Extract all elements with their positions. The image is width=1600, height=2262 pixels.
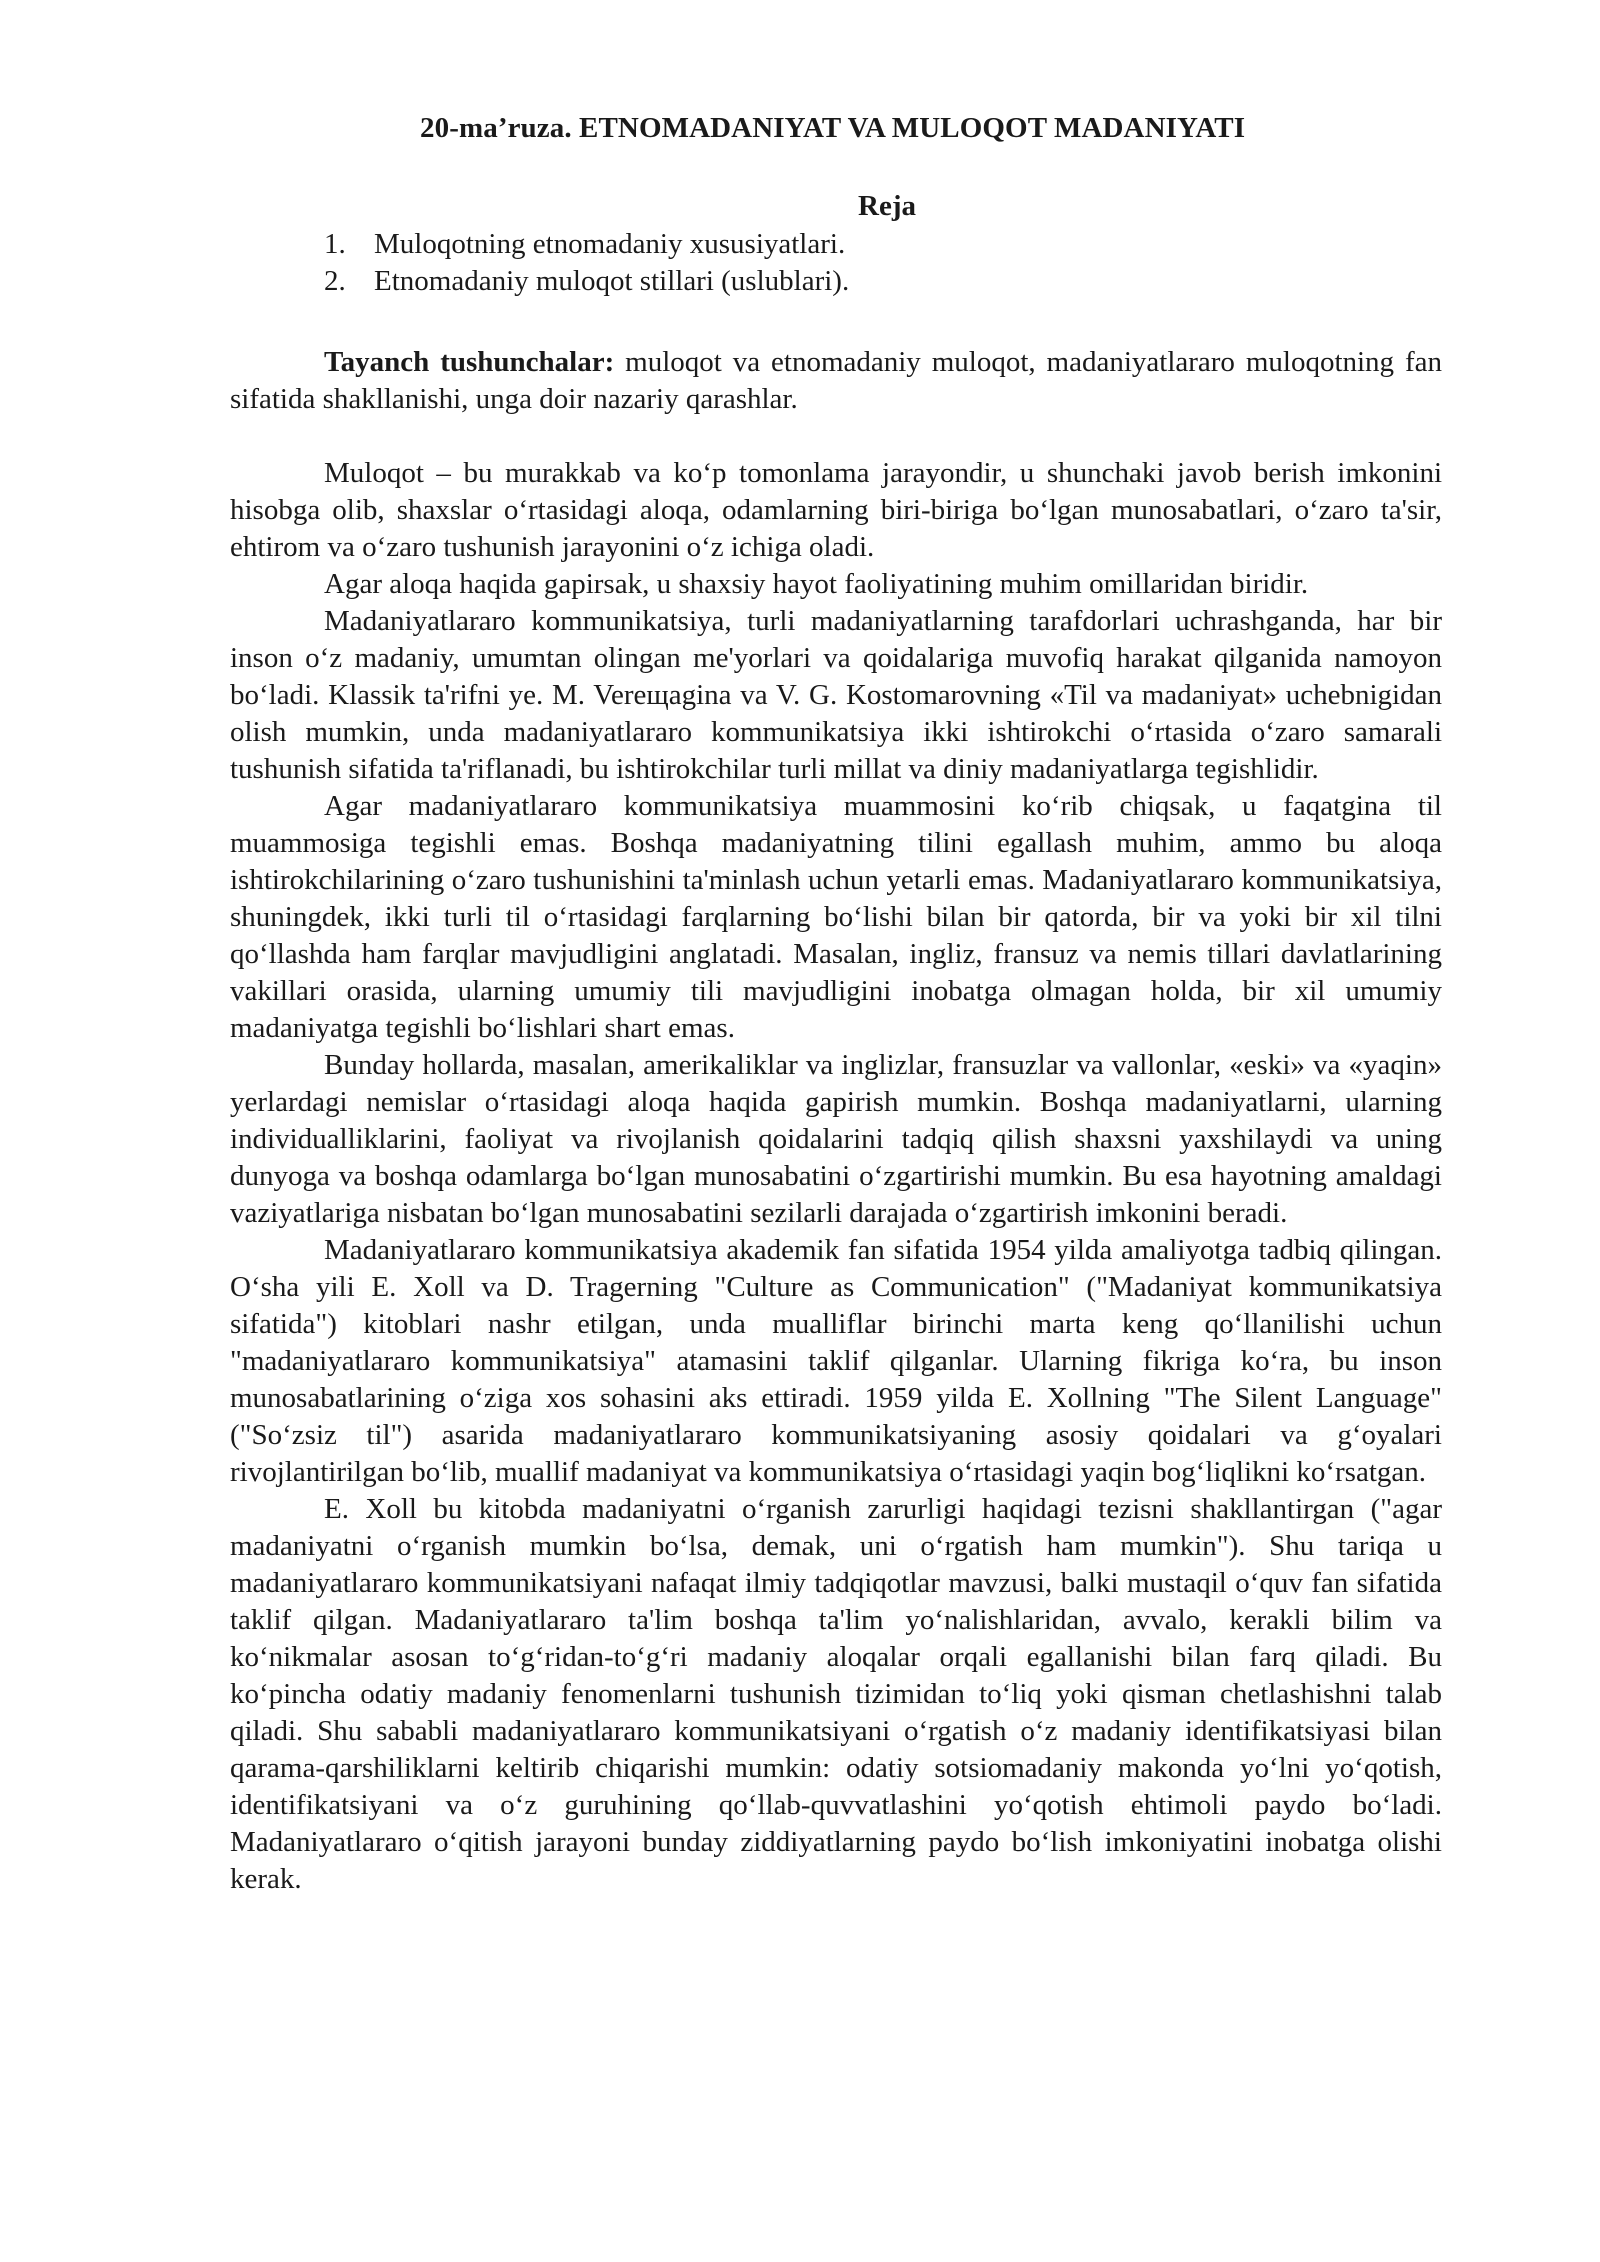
plan-heading: Reja [858,190,916,222]
key-concepts-label: Tayanch tushunchalar: [324,346,615,378]
body-paragraph: E. Xoll bu kitobda madaniyatni oʻrganish zarurligi haqidagi tezisni shakllantirgan ("agar madaniyatni oʻrganish mumkin boʻlsa, demak, uni oʻrgatish ham mumkin"). Shu tariqa u madaniyatlararo kommunikatsiyani nafaqat ilmiy tadqiqotlar mavzusi, balki mustaqil oʻquv fan sifatida taklif qilgan. Madaniyatlararo ta'lim boshqa ta'lim yoʻnalishlaridan, avvalo, kerakli bilim va koʻnikmalar asosan toʻgʻridan-toʻgʻri madaniy aloqalar orqali egallanishi bilan farq qiladi. Bu koʻpincha odatiy madaniy fenomenlarni tushunish tizimidan toʻliq yoki qisman chetlashishni talab qiladi. Shu sababli madaniyatlararo kommunikatsiyani oʻrgatish oʻz madaniy identifikatsiyasi bilan qarama-qarshiliklarni keltirib chiqarishi mumkin: odatiy sotsiomadaniy makonda yoʻlni yoʻqotish, identifikatsiyani va oʻz guruhining qoʻllab-quvvatlashini yoʻqotish ehtimoli paydo boʻladi. Madaniyatlararo oʻqitish jarayoni bunday ziddiyatlarning paydo boʻlish imkoniyatini inobatga olishi kerak. [230,1493,1442,1895]
plan-item-number: 2. [324,265,346,297]
plan-item [230,226,1442,263]
plan-item-text: Etnomadaniy muloqot stillari (uslublari). [374,265,850,297]
body-paragraph: Agar madaniyatlararo kommunikatsiya muammosini koʻrib chiqsak, u faqatgina til muammosiga tegishli emas. Boshqa madaniyatning tilini egallash muhim, ammo bu aloqa ishtirokchilarining oʻzaro tushunishini ta'minlash uchun yetarli emas. Madaniyatlararo kommunikatsiya, shuningdek, ikki turli til oʻrtasidagi farqlarning boʻlishi bilan bir qatorda, bir va yoki bir xil tilni qoʻllashda ham farqlar mavjudligini anglatadi. Masalan, ingliz, fransuz va nemis tillari davlatlarining vakillari orasida, ularning umumiy tili mavjudligini inobatga olmagan holda, bir xil umumiy madaniyatga tegishli boʻlishlari shart emas. [230,790,1442,1044]
document-page [230,108,1442,1898]
key-concepts-text: muloqot va etnomadaniy muloqot, madaniyatlararo muloqotning fan sifatida shakllanishi, unga doir nazariy qarashlar. [230,346,1442,415]
body-paragraph: Bunday hollarda, masalan, amerikaliklar va inglizlar, fransuzlar va vallonlar, «eski» va «yaqin» yerlardagi nemislar oʻrtasidagi aloqa haqida gapirish mumkin. Boshqa madaniyatlarni, ularning individualliklarini, faoliyat va rivojlanish qoidalarini tadqiq qilish shaxsni yaxshilaydi va uning dunyoga va boshqa odamlarga boʻlgan munosabatini oʻzgartirishi mumkin. Bu esa hayotning amaldagi vaziyatlariga nisbatan boʻlgan munosabatini sezilarli darajada oʻzgartirish imkonini beradi. [230,1049,1442,1229]
lecture-body [230,455,1442,1898]
plan-item-text: Muloqotning etnomadaniy xususiyatlari. [374,228,846,260]
body-paragraph: Madaniyatlararo kommunikatsiya, turli madaniyatlarning tarafdorlari uchrashganda, har bir inson oʻz madaniy, umumtan olingan me'yorlari va qoidalariga muvofiq harakat qilganida namoyon boʻladi. Klassik ta'rifni ye. M. Vereщagina va V. G. Kostomarovning «Til va madaniyat» uchebnigidan olish mumkin, unda madaniyatlararo kommunikatsiya ikki ishtirokchi oʻrtasida oʻzaro samarali tushunish sifatida ta'riflanadi, bu ishtirokchilar turli millat va diniy madaniyatlarga tegishlidir. [230,605,1442,785]
plan-item-number: 1. [324,228,346,260]
body-paragraph: Madaniyatlararo kommunikatsiya akademik fan sifatida 1954 yilda amaliyotga tadbiq qilingan. Oʻsha yili E. Xoll va D. Tragerning "Culture as Communication" ("Madaniyat kommunikatsiya sifatida") kitoblari nashr etilgan, unda mualliflar birinchi marta keng qoʻllanilishi uchun "madaniyatlararo kommunikatsiya" atamasini taklif qilganlar. Ularning fikriga koʻra, bu inson munosabatlarining oʻziga xos sohasini aks ettiradi. 1959 yilda E. Xollning "The Silent Language" ("Soʻzsiz til") asarida madaniyatlararo kommunikatsiyaning asosiy qoidalari va gʻoyalari rivojlantirilgan boʻlib, muallif madaniyat va kommunikatsiya oʻrtasidagi yaqin bogʻliqlikni koʻrsatgan. [230,1234,1442,1488]
plan-item [230,263,1442,300]
body-paragraph: Muloqot – bu murakkab va koʻp tomonlama jarayondir, u shunchaki javob berish imkonini hisobga olib, shaxslar oʻrtasidagi aloqa, odamlarning biri-biriga boʻlgan munosabatlari, oʻzaro ta'sir, ehtirom va oʻzaro tushunish jarayonini oʻz ichiga oladi. [230,457,1442,563]
plan-list [230,226,1442,300]
lecture-title: 20-ma’ruza. ETNOMADANIYAT VA MULOQOT MADANIYATI [420,112,1246,144]
body-paragraph: Agar aloqa haqida gapirsak, u shaxsiy hayot faoliyatining muhim omillaridan biridir. [324,568,1309,600]
key-concepts [230,344,1442,418]
